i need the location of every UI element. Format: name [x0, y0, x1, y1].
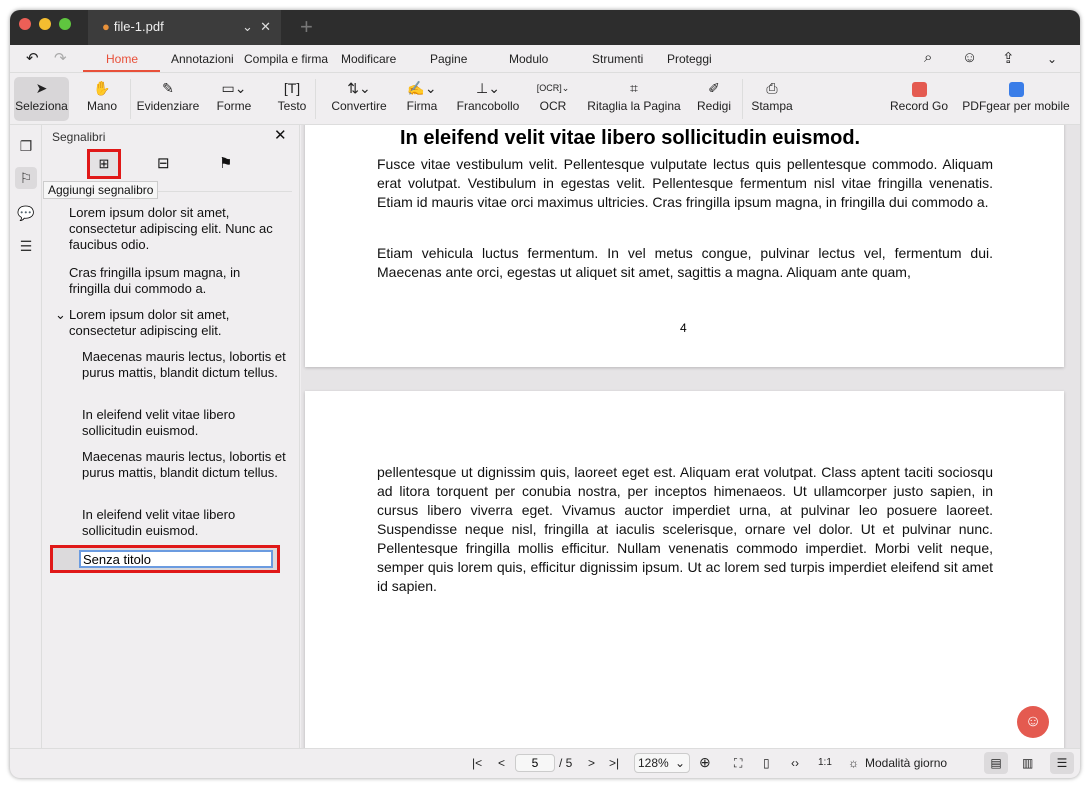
fit-page-icon[interactable]: ⛶ [734, 756, 743, 770]
title-bar [10, 10, 1080, 45]
mobile-icon [958, 77, 1074, 99]
text-button[interactable] [272, 77, 312, 121]
minimize-window-button[interactable] [39, 18, 51, 30]
stamp-icon: ⊥⌄ [476, 80, 500, 96]
stamp-button[interactable] [454, 77, 522, 121]
convert-icon: ⇅⌄ [347, 80, 371, 96]
label: Firma [406, 99, 438, 113]
single-page-view-icon[interactable]: ▤ [984, 752, 1008, 774]
remove-bookmark-icon[interactable]: ⊟ [157, 155, 170, 172]
zoom-value: 128% [638, 756, 669, 770]
unsaved-dot-icon: ● [102, 19, 110, 34]
ocr-icon: [OCR]⌄ [536, 83, 570, 93]
close-window-button[interactable] [19, 18, 31, 30]
continuous-scroll-icon[interactable]: ☰ [1050, 752, 1074, 774]
tab-annotazioni[interactable]: Annotazioni [171, 52, 234, 66]
chevron-down-icon[interactable]: ⌄ [55, 307, 66, 322]
rectangle-icon: ▭⌄ [221, 80, 247, 96]
select-tool-button[interactable] [14, 77, 69, 121]
tab-title: file-1.pdf [113, 19, 164, 34]
hand-icon: ✋ [93, 80, 111, 96]
active-tab-indicator [83, 70, 160, 72]
record-icon [886, 77, 952, 99]
record-go-button[interactable] [886, 77, 952, 121]
chevron-down-icon[interactable]: ⌄ [1047, 52, 1058, 66]
redo-icon[interactable]: ↷ [54, 50, 67, 67]
label: Francobollo [456, 99, 520, 113]
label: PDFgear per mobile [962, 99, 1070, 113]
crop-icon: ⌗ [630, 80, 638, 96]
document-heading: In eleifend velit vitae libero sollicitudin euismod. [400, 127, 861, 149]
redact-button[interactable] [694, 77, 734, 121]
tab-strumenti[interactable]: Strumenti [592, 52, 644, 66]
prev-page-icon[interactable]: < [498, 756, 506, 770]
bookmark-item[interactable]: Maecenas mauris lectus, lobortis et purus mattis, blandit dictum tellus. [82, 349, 286, 380]
new-bookmark-row [50, 545, 280, 573]
page-number-input[interactable] [515, 754, 555, 772]
divider [742, 79, 743, 119]
bookmark-item[interactable]: In eleifend velit vitae libero sollicitudin euismod. [82, 407, 236, 438]
paragraph: pellentesque ut dignissim quis, laoreet eget est. Aliquam erat volutpat. Class aptent taciti sociosqu ad litora torquent per conubia nostra, per inceptos himenaeos. Ut ullamcorper justo sapien, in cursus libero viverra eget. Vivamus auctor imperdiet urna, at pulvinar leo posuere laoreet. Suspendisse neque nisl, fringilla at iaculis scelerisque, ornare vel dolor. Ut et pulvinar nunc. Pellentesque fringilla mollis efficitur. Nullam venenatis commodo imperdiet. Morbi velit neque, semper quis lorem quis, efficitur dignissim ipsum. Ut ac lorem sed turpis imperdiet eleifend sit amet id sapien. [377, 464, 993, 594]
bookmark-item[interactable]: Lorem ipsum dolor sit amet, consectetur adipiscing elit. [69, 307, 230, 338]
document-tab[interactable] [88, 10, 281, 45]
zoom-in-icon[interactable]: ⊕ [699, 754, 711, 770]
label: Stampa [751, 99, 793, 113]
comments-icon[interactable]: 💬 [17, 205, 35, 221]
label: Evidenziare [136, 99, 200, 113]
bookmark-name-input[interactable] [79, 550, 273, 568]
next-page-icon[interactable]: > [588, 756, 596, 770]
side-panel-strip [10, 125, 42, 748]
redact-icon: ✐ [708, 80, 720, 96]
highlight-button[interactable] [136, 77, 200, 121]
bookmark-icon[interactable]: ⚐ [15, 167, 37, 189]
bookmark-options-icon[interactable]: ⚑ [219, 155, 233, 172]
highlighter-icon: ✎ [162, 80, 174, 96]
crop-page-button[interactable] [586, 77, 682, 121]
divider [315, 79, 316, 119]
page-5 [305, 391, 1064, 748]
first-page-icon[interactable]: |< [472, 756, 483, 770]
label: Convertire [331, 99, 387, 113]
cursor-icon: ➤ [35, 80, 48, 96]
label: OCR [539, 99, 567, 113]
bookmark-item[interactable]: Cras fringilla ipsum magna, in fringilla dui commodo a. [69, 265, 241, 296]
fit-width-icon[interactable]: ‹› [791, 756, 799, 770]
two-page-view-icon[interactable]: ▥ [1022, 756, 1034, 770]
bookmark-item[interactable]: In eleifend velit vitae libero sollicitudin euismod. [82, 507, 236, 538]
day-mode-toggle[interactable]: Modalità giorno [865, 756, 948, 770]
app-window [10, 10, 1080, 778]
label: Seleziona [15, 99, 68, 113]
tab-home[interactable]: Home [106, 52, 139, 66]
bookmark-item[interactable]: Lorem ipsum dolor sit amet, consectetur adipiscing elit. Nunc ac faucibus odio. [69, 205, 273, 252]
label: Record Go [889, 99, 949, 113]
tab-modulo[interactable]: Modulo [509, 52, 549, 66]
tab-proteggi[interactable]: Proteggi [667, 52, 712, 66]
panel-title: Segnalibri [52, 130, 106, 144]
form-icon[interactable]: ☰ [19, 238, 33, 254]
fit-height-icon[interactable]: ▯ [763, 756, 770, 770]
text-box-icon: [T] [283, 80, 301, 96]
document-view [301, 125, 1080, 748]
tab-compila-e-firma[interactable]: Compila e firma [244, 52, 329, 66]
page-4 [305, 125, 1064, 367]
support-icon[interactable]: ☺ [962, 49, 978, 66]
signature-icon: ✍⌄ [407, 80, 437, 96]
close-panel-icon[interactable]: ✕ [274, 127, 287, 144]
paragraph: Etiam vehicula luctus fermentum. In vel metus congue, pulvinar lectus vel, fermentum dui. Maecenas ante orci, egestas ut aliquet sit amet, sagittis a magna. Aliquam ante quam, [377, 245, 993, 280]
label: Mano [86, 99, 118, 113]
mobile-button[interactable] [958, 77, 1074, 121]
printer-icon: ⎙ [766, 80, 778, 96]
label: Forme [216, 99, 252, 113]
sun-icon[interactable]: ☼ [848, 756, 859, 770]
hand-tool-button[interactable] [80, 77, 124, 121]
sign-button[interactable] [402, 77, 442, 121]
toolbar [10, 73, 1080, 125]
label: Redigi [696, 99, 732, 113]
ai-assistant-icon[interactable]: ☺ [1017, 706, 1049, 738]
chevron-down-icon: ⌄ [674, 756, 685, 770]
search-icon[interactable]: ⌕ [924, 49, 933, 66]
last-page-icon[interactable]: >| [609, 756, 620, 770]
undo-icon[interactable]: ↶ [26, 50, 39, 67]
label: Testo [277, 99, 307, 113]
bookmark-item[interactable]: Maecenas mauris lectus, lobortis et purus mattis, blandit dictum tellus. [82, 449, 286, 480]
add-bookmark-icon[interactable]: ⊞ [87, 149, 121, 179]
bookmarks-panel [42, 125, 300, 748]
total-pages: / 5 [559, 756, 573, 770]
zoom-select[interactable] [634, 753, 690, 773]
tab-pagine[interactable]: Pagine [430, 52, 468, 66]
new-tab-button[interactable]: + [300, 14, 313, 39]
page-number: 4 [680, 321, 687, 335]
tab-modificare[interactable]: Modificare [341, 52, 397, 66]
zoom-window-button[interactable] [59, 18, 71, 30]
status-bar [10, 748, 1080, 778]
paragraph: Fusce vitae vestibulum velit. Pellentesque vulputate lectus quis pellentesque commodo. Aliquam erat volutpat. Vestibulum in egestas velit. Pellentesque fermentum nisl vitae fringilla venenatis. Etiam id mauris vitae orci maximus ultricies. Cras fringilla ipsum magna, in fringilla dui commodo a. [377, 156, 993, 210]
convert-button[interactable] [328, 77, 390, 121]
menu-bar [10, 45, 1080, 73]
tooltip: Aggiungi segnalibro [43, 181, 158, 199]
actual-size-icon[interactable]: 1:1 [818, 757, 832, 768]
divider [130, 79, 131, 119]
close-tab-icon[interactable]: ✕ [260, 19, 271, 34]
label: Ritaglia la Pagina [587, 99, 681, 113]
print-button[interactable] [750, 77, 794, 121]
chevron-down-icon[interactable]: ⌄ [241, 19, 253, 34]
shapes-button[interactable] [210, 77, 258, 121]
pages-icon[interactable]: ❐ [19, 138, 33, 154]
ocr-button[interactable] [536, 77, 570, 121]
share-icon[interactable]: ⇪ [1002, 50, 1015, 67]
